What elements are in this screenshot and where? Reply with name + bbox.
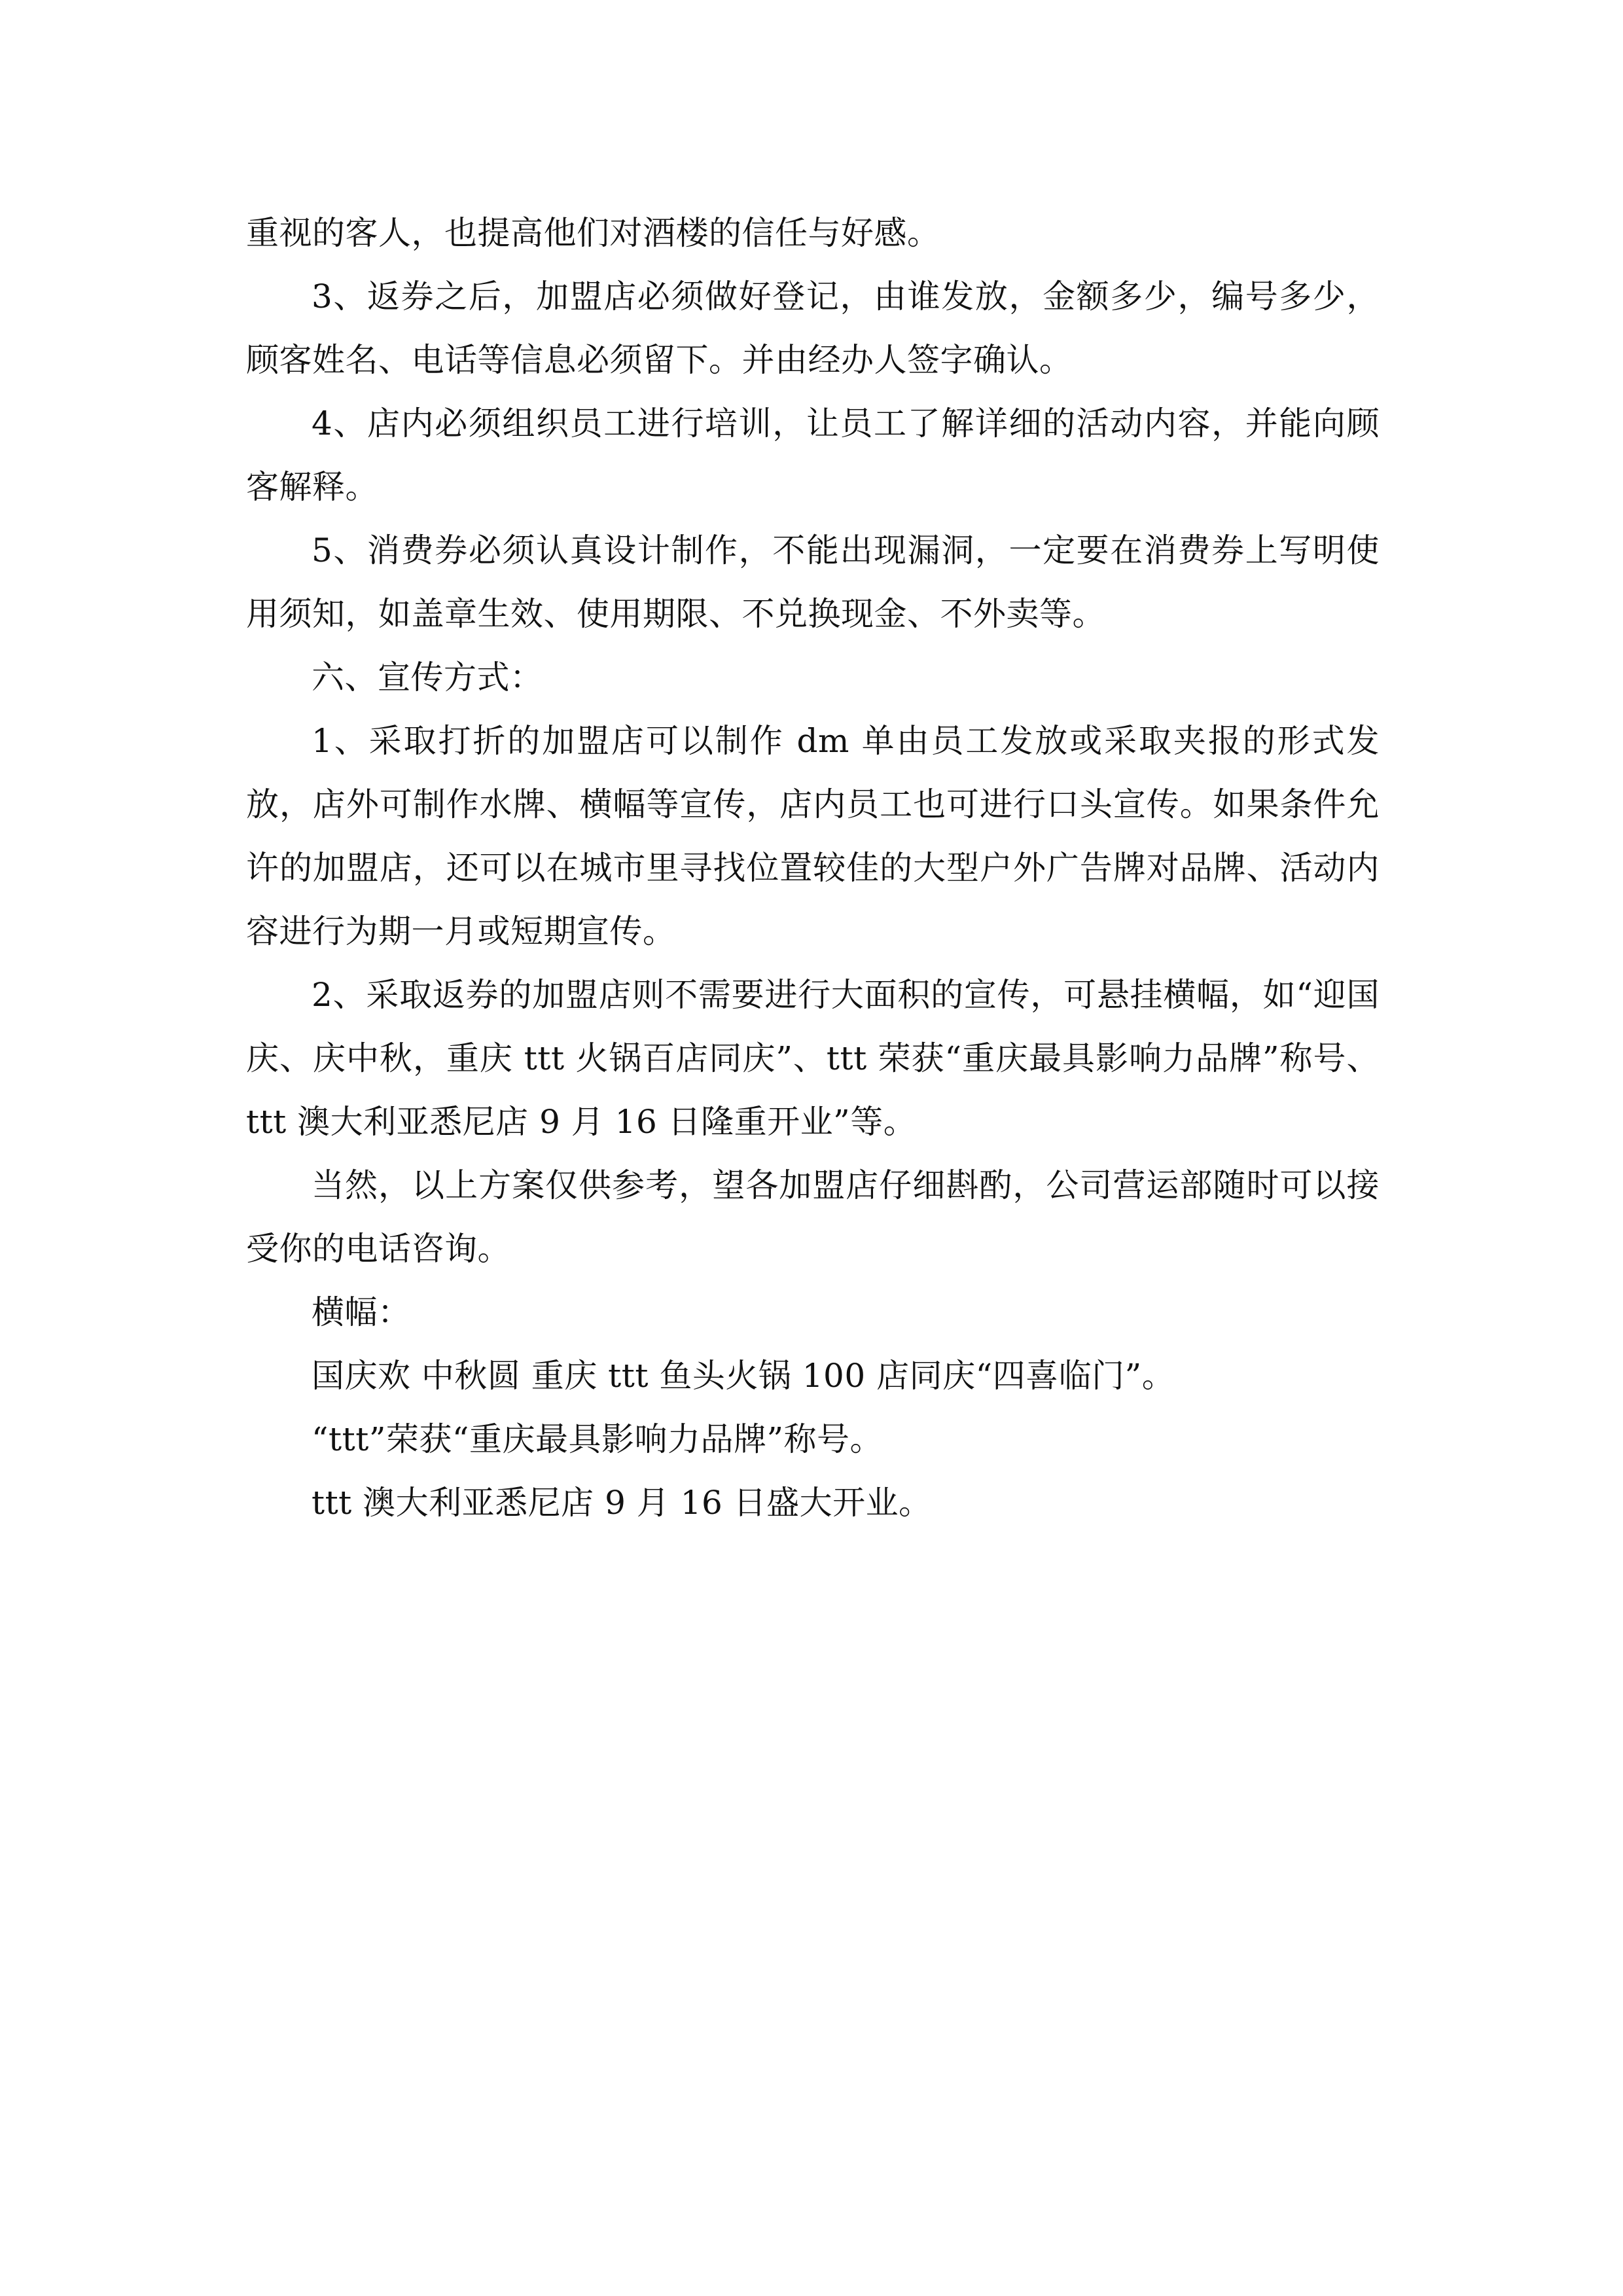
paragraph-item-5-voucher-design: 5、消费券必须认真设计制作，不能出现漏洞，一定要在消费券上写明使用须知，如盖章生效、使用期限、不兑换现金、不外卖等。 [246, 531, 1380, 633]
banner-heading: 横幅： [312, 1293, 411, 1331]
section-heading-promotion: 六、宣传方式： [312, 658, 543, 696]
paragraph-promotion-1-discount: 1、采取打折的加盟店可以制作 dm 单由员工发放或采取夹报的形式发放，店外可制作水牌、横幅等宣传，店内员工也可进行口头宣传。如果条件允许的加盟店，还可以在城市里寻找位置较佳的大型户外广告牌对品牌、活动内容进行为期一月或短期宣传。 [246, 722, 1380, 950]
banner-line-2: “ttt”荣获“重庆最具影响力品牌”称号。 [312, 1420, 883, 1458]
paragraph-item-4-training: 4、店内必须组织员工进行培训，让员工了解详细的活动内容，并能向顾客解释。 [246, 404, 1380, 506]
document-body [246, 202, 1380, 1535]
banner-line-3: ttt 澳大利亚悉尼店 9 月 16 日盛大开业。 [312, 1484, 932, 1522]
paragraph-promotion-2-voucher: 2、采取返券的加盟店则不需要进行大面积的宣传，可悬挂横幅，如“迎国庆、庆中秋，重庆 ttt 火锅百店同庆”、ttt 荣获“重庆最具影响力品牌”称号、ttt 澳大利亚悉尼店 9 月 16 日隆重开业”等。 [246, 976, 1380, 1141]
paragraph-item-3-registration: 3、返券之后，加盟店必须做好登记，由谁发放，金额多少，编号多少，顾客姓名、电话等信息必须留下。并由经办人签字确认。 [246, 278, 1380, 379]
paragraph-intro-continuation: 重视的客人，也提高他们对酒楼的信任与好感。 [246, 214, 940, 252]
banner-line-1: 国庆欢 中秋圆 重庆 ttt 鱼头火锅 100 店同庆“四喜临门”。 [312, 1357, 1175, 1395]
paragraph-closing-note: 当然，以上方案仅供参考，望各加盟店仔细斟酌，公司营运部随时可以接受你的电话咨询。 [246, 1166, 1380, 1268]
